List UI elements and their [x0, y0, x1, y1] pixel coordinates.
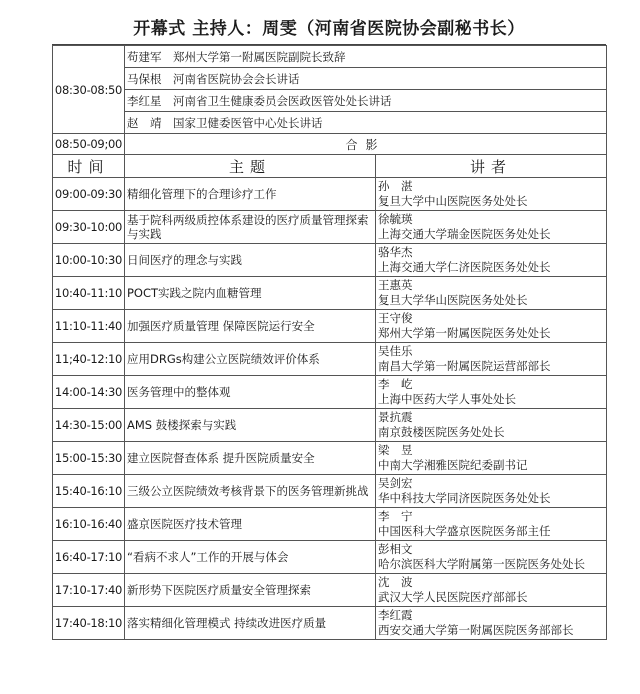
session-row: [53, 376, 607, 409]
session-topic: 三级公立医院绩效考核背景下的医务管理新挑战: [125, 475, 376, 508]
opening-row: [53, 68, 607, 90]
speaker-name: 李 宁: [378, 509, 413, 523]
session-time: 16:40-17:10: [53, 541, 125, 574]
session-speaker: [376, 211, 607, 244]
session-row: [53, 574, 607, 607]
speaker-affiliation: 南京鼓楼医院医务处处长: [378, 425, 505, 439]
session-speaker: [376, 475, 607, 508]
session-time: 15:00-15:30: [53, 442, 125, 475]
session-speaker: [376, 541, 607, 574]
header-time: 时间: [53, 155, 125, 178]
session-row: [53, 178, 607, 211]
header-topic: 主题: [125, 155, 376, 178]
session-time: 09:00-09:30: [53, 178, 125, 211]
header-row: [53, 155, 607, 178]
session-speaker: [376, 277, 607, 310]
speaker-name: 王惠英: [378, 278, 413, 292]
speaker-affiliation: 哈尔滨医科大学附属第一医院医务处处长: [378, 557, 585, 571]
agenda-table: [52, 45, 607, 640]
session-row: [53, 442, 607, 475]
session-speaker: [376, 178, 607, 211]
speaker-affiliation: 复旦大学华山医院医务处处长: [378, 293, 528, 307]
session-topic: AMS 鼓楼探索与实践: [125, 409, 376, 442]
session-time: 16:10-16:40: [53, 508, 125, 541]
session-speaker: [376, 409, 607, 442]
session-row: [53, 211, 607, 244]
speaker-affiliation: 上海交通大学瑞金医院医务处处长: [378, 227, 551, 241]
speaker-name: 梁 昱: [378, 443, 413, 457]
session-time: 14:00-14:30: [53, 376, 125, 409]
speaker-affiliation: 中南大学湘雅医院纪委副书记: [378, 458, 528, 472]
session-speaker: [376, 607, 607, 640]
session-speaker: [376, 442, 607, 475]
opening-item: 马保根 河南省医院协会会长讲话: [125, 68, 607, 90]
speaker-name: 李 屹: [378, 377, 413, 391]
speaker-name: 王守俊: [378, 311, 413, 325]
speaker-name: 骆华杰: [378, 245, 413, 259]
session-topic: “看病不求人”工作的开展与体会: [125, 541, 376, 574]
session-time: 10:40-11:10: [53, 277, 125, 310]
header-speaker: 讲者: [376, 155, 607, 178]
session-row: [53, 475, 607, 508]
session-row: [53, 607, 607, 640]
opening-item: 李红星 河南省卫生健康委员会医政医管处处长讲话: [125, 90, 607, 112]
opening-item: 苟建军 郑州大学第一附属医院副院长致辞: [125, 46, 607, 68]
session-time: 17:10-17:40: [53, 574, 125, 607]
session-speaker: [376, 376, 607, 409]
session-row: [53, 409, 607, 442]
session-topic: 加强医疗质量管理 保障医院运行安全: [125, 310, 376, 343]
session-time: 17:40-18:10: [53, 607, 125, 640]
speaker-affiliation: 上海交通大学仁济医院医务处处长: [378, 260, 551, 274]
session-row: [53, 310, 607, 343]
session-topic: 基于院科两级质控体系建设的医疗质量管理探索与实践: [125, 211, 376, 244]
session-speaker: [376, 244, 607, 277]
opening-row: [53, 46, 607, 68]
session-topic: 医务管理中的整体观: [125, 376, 376, 409]
speaker-name: 孙 湛: [378, 179, 413, 193]
session-topic: POCT实践之院内血糖管理: [125, 277, 376, 310]
speaker-name: 吴剑宏: [378, 476, 413, 490]
session-row: [53, 277, 607, 310]
speaker-affiliation: 武汉大学人民医院医疗部部长: [378, 590, 528, 604]
session-time: 09:30-10:00: [53, 211, 125, 244]
opening-row: [53, 112, 607, 134]
session-topic: 落实精细化管理模式 持续改进医疗质量: [125, 607, 376, 640]
session-speaker: [376, 343, 607, 376]
session-time: 15:40-16:10: [53, 475, 125, 508]
speaker-name: 徐毓瑛: [378, 212, 413, 226]
speaker-name: 沈 波: [378, 575, 413, 589]
opening-title: 开幕式 主持人：周雯（河南省医院协会副秘书长）: [52, 14, 606, 45]
opening-item: 赵 靖 国家卫健委医管中心处长讲话: [125, 112, 607, 134]
speaker-name: 景抗震: [378, 410, 413, 424]
session-speaker: [376, 574, 607, 607]
session-topic: 应用DRGs构建公立医院绩效评价体系: [125, 343, 376, 376]
speaker-affiliation: 南昌大学第一附属医院运营部部长: [378, 359, 551, 373]
session-time: 11;40-12:10: [53, 343, 125, 376]
session-topic: 建立医院督查体系 提升医院质量安全: [125, 442, 376, 475]
session-topic: 盛京医院医疗技术管理: [125, 508, 376, 541]
session-topic: 新形势下医院医疗质量安全管理探索: [125, 574, 376, 607]
speaker-name: 李红霞: [378, 608, 413, 622]
photo-time: 08:50-09;00: [53, 134, 125, 155]
session-speaker: [376, 310, 607, 343]
speaker-affiliation: 复旦大学中山医院医务处处长: [378, 194, 528, 208]
opening-time: 08:30-08:50: [53, 46, 125, 134]
session-time: 14:30-15:00: [53, 409, 125, 442]
session-row: [53, 508, 607, 541]
opening-row: [53, 90, 607, 112]
session-time: 10:00-10:30: [53, 244, 125, 277]
session-speaker: [376, 508, 607, 541]
session-row: [53, 244, 607, 277]
speaker-name: 吴佳乐: [378, 344, 413, 358]
speaker-name: 彭相文: [378, 542, 413, 556]
session-time: 11:10-11:40: [53, 310, 125, 343]
speaker-affiliation: 西安交通大学第一附属医院医务部部长: [378, 623, 574, 637]
session-row: [53, 343, 607, 376]
photo-label: 合影: [125, 134, 607, 155]
session-row: [53, 541, 607, 574]
photo-row: [53, 134, 607, 155]
agenda-sheet: [52, 14, 606, 640]
speaker-affiliation: 华中科技大学同济医院医务处处长: [378, 491, 551, 505]
speaker-affiliation: 郑州大学第一附属医院医务处处长: [378, 326, 551, 340]
session-topic: 精细化管理下的合理诊疗工作: [125, 178, 376, 211]
speaker-affiliation: 上海中医药大学人事处处长: [378, 392, 516, 406]
session-topic: 日间医疗的理念与实践: [125, 244, 376, 277]
speaker-affiliation: 中国医科大学盛京医院医务部主任: [378, 524, 551, 538]
